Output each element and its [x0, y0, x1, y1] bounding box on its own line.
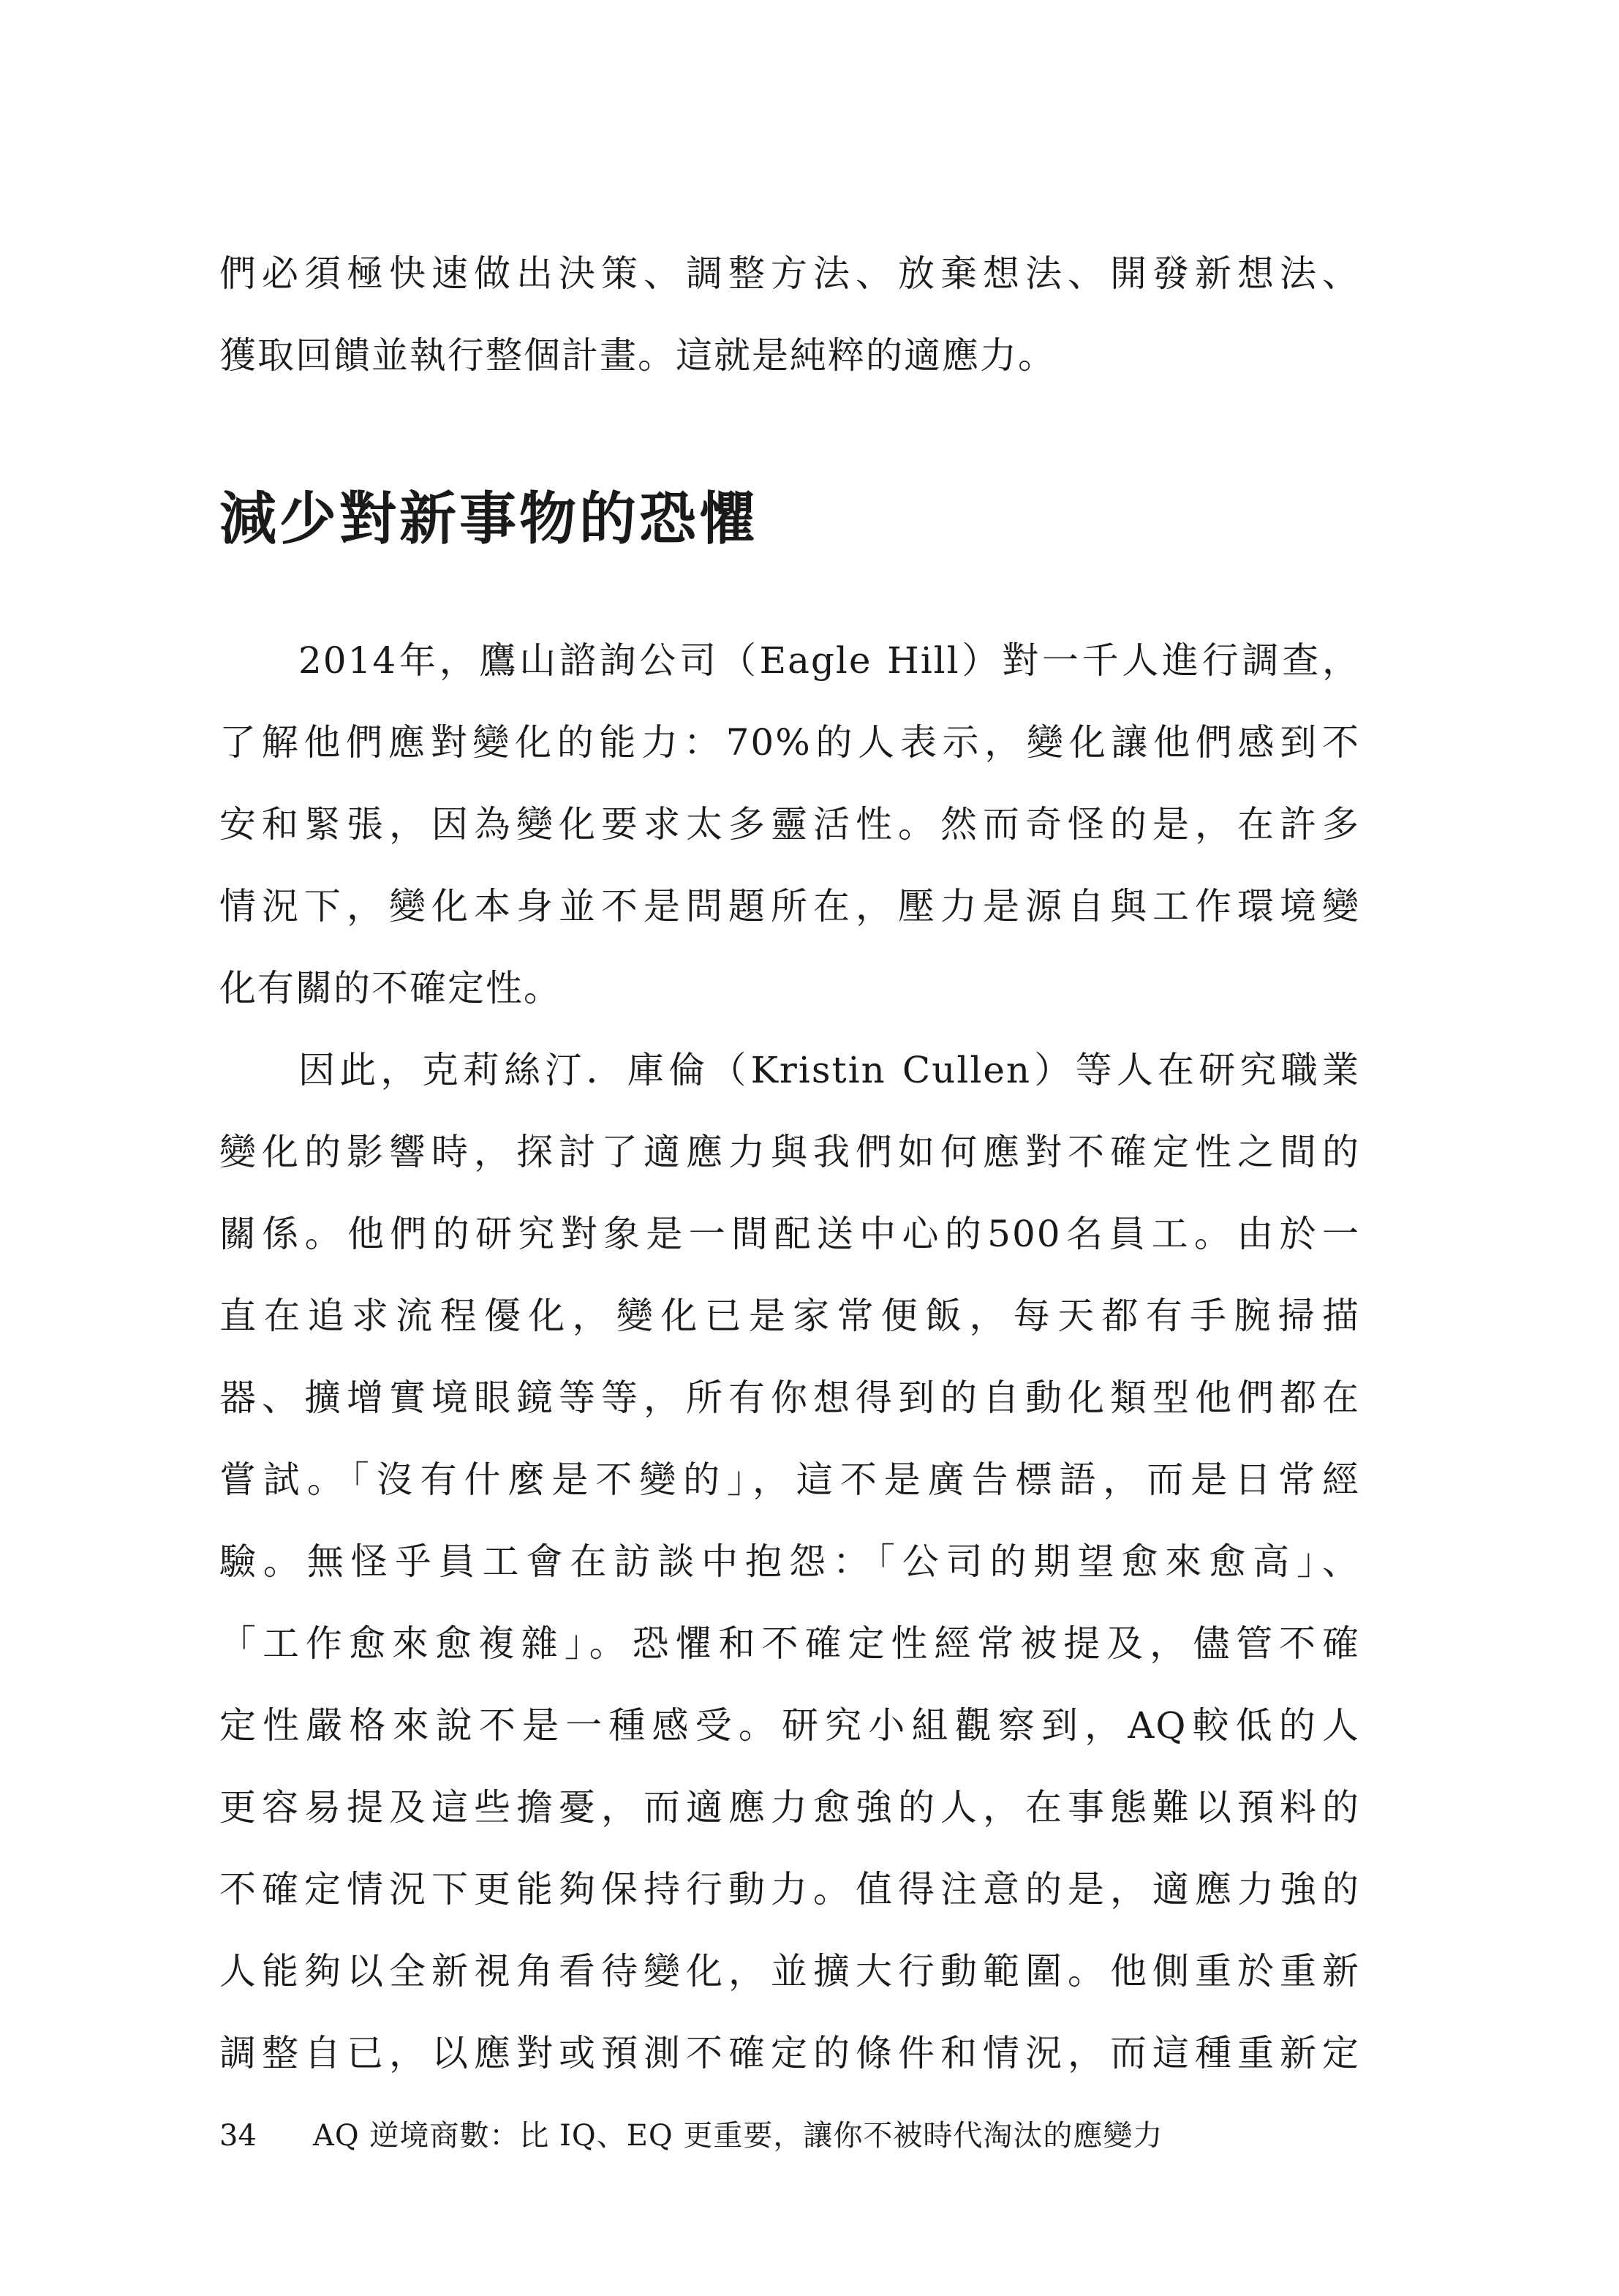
text-line: 2014年，鷹山諮詢公司（Eagle Hill）對一千人進行調查， — [298, 639, 1360, 682]
paragraph — [219, 620, 1360, 1029]
text-line: 因此，克莉絲汀．庫倫（Kristin Cullen）等人在研究職業 — [298, 1049, 1360, 1091]
continued-paragraph — [219, 233, 1360, 396]
page-number: 34 — [219, 2119, 257, 2153]
text-line: 化有關的不確定性。 — [219, 967, 562, 1009]
text-line: 「工作愈來愈複雜」。恐懼和不確定性經常被提及，儘管不確 — [219, 1622, 1360, 1665]
text-line: 獲取回饋並執行整個計畫。這就是純粹的適應力。 — [219, 334, 1056, 377]
text-line: 關係。他們的研究對象是一間配送中心的500名員工。由於一 — [219, 1213, 1360, 1255]
text-line: 直在追求流程優化，變化已是家常便飯，每天都有手腕掃描 — [219, 1295, 1360, 1337]
text-line: 調整自已，以應對或預測不確定的條件和情況，而這種重新定 — [219, 2032, 1360, 2074]
text-line: 器、擴增實境眼鏡等等，所有你想得到的自動化類型他們都在 — [219, 1377, 1360, 1419]
text-line: 更容易提及這些擔憂，而適應力愈強的人，在事態難以預料的 — [219, 1786, 1360, 1829]
text-line: 情況下，變化本身並不是問題所在，壓力是源自與工作環境變 — [219, 885, 1360, 927]
text-line: 驗。無怪乎員工會在訪談中抱怨：「公司的期望愈來愈高」、 — [219, 1540, 1360, 1583]
text-line: 定性嚴格來說不是一種感受。研究小組觀察到，AQ較低的人 — [219, 1704, 1360, 1747]
running-title: AQ 逆境商數：比 IQ、EQ 更重要，讓你不被時代淘汰的應變力 — [313, 2119, 1163, 2153]
text-line: 嘗試。「沒有什麼是不變的」，這不是廣告標語，而是日常經 — [219, 1458, 1360, 1501]
body-text — [219, 620, 1360, 2094]
text-line: 了解他們應對變化的能力：70%的人表示，變化讓他們感到不 — [219, 721, 1360, 764]
section-heading: 減少對新事物的恐懼 — [219, 486, 760, 552]
text-line: 變化的影響時，探討了適應力與我們如何應對不確定性之間的 — [219, 1131, 1360, 1173]
paragraph — [219, 1029, 1360, 2094]
text-line: 人能夠以全新視角看待變化，並擴大行動範圍。他側重於重新 — [219, 1950, 1360, 1992]
text-line: 們必須極快速做出決策、調整方法、放棄想法、開發新想法、 — [219, 252, 1360, 295]
text-line: 不確定情況下更能夠保持行動力。值得注意的是，適應力強的 — [219, 1868, 1360, 1911]
page-footer — [219, 2114, 1163, 2158]
text-line: 安和緊張，因為變化要求太多靈活性。然而奇怪的是，在許多 — [219, 803, 1360, 846]
